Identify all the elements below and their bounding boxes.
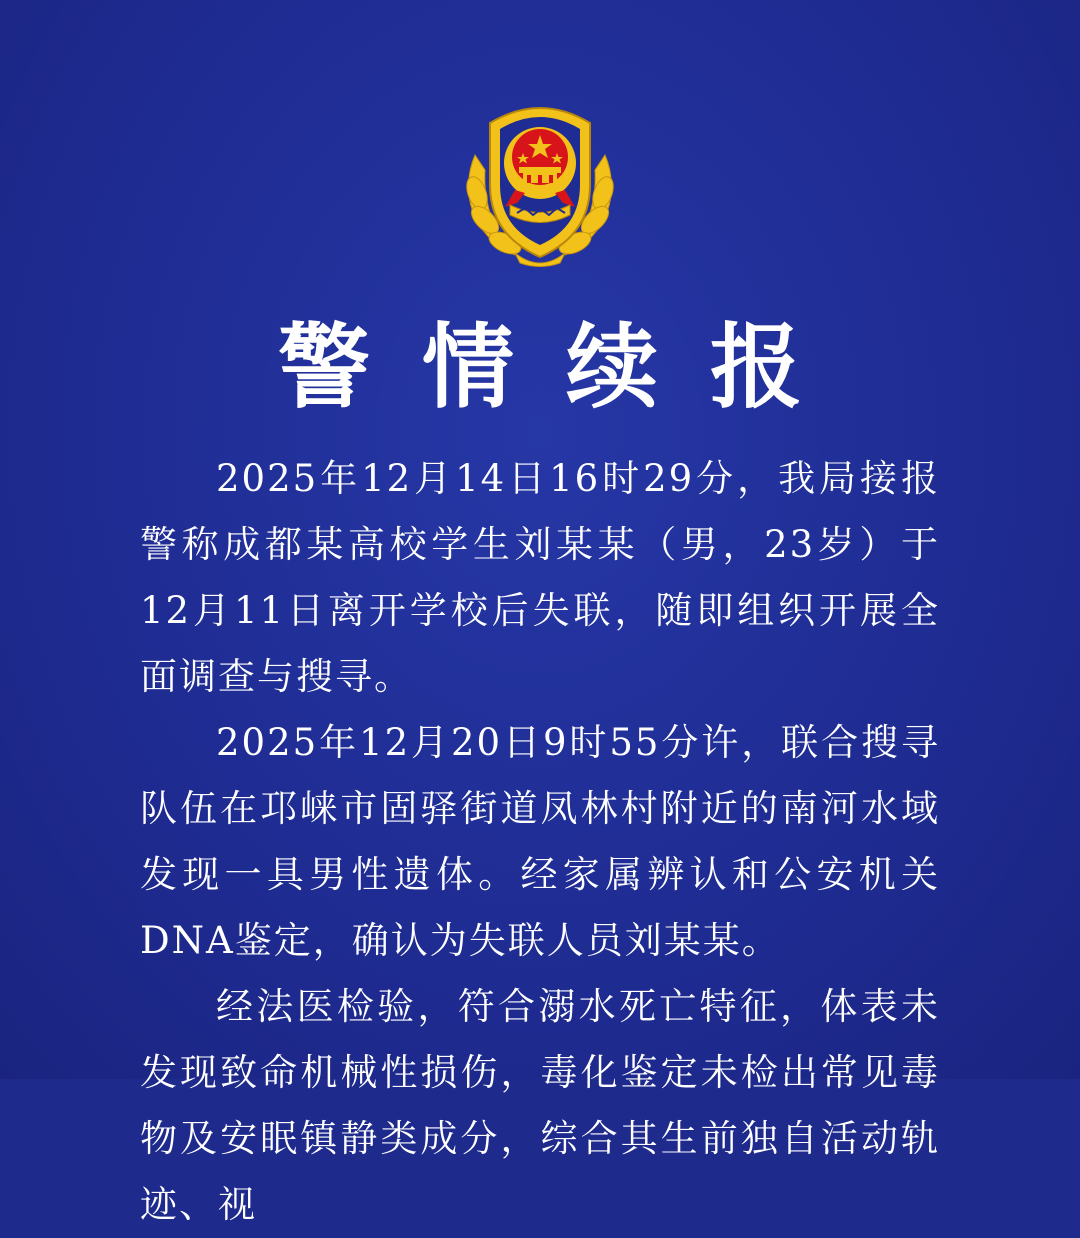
police-emblem-icon [455, 95, 625, 270]
page-title: 警情续报 [277, 313, 854, 421]
paragraph-3: 经法医检验，符合溺水死亡特征，体表未发现致命机械性损伤，毒化鉴定未检出常见毒物及安眠镇静类成分，综合其生前独自活动轨迹、视 [140, 985, 940, 1226]
paragraph-2: 2025年12月20日9时55分许，联合搜寻队伍在邛崃市固驿街道凤林村附近的南河水域发现一具男性遗体。经家属辨认和公安机关DNA鉴定，确认为失联人员刘某某。 [140, 721, 940, 962]
paragraph-1: 2025年12月14日16时29分，我局接报警称成都某高校学生刘某某（男，23岁）于12月11日离开学校后失联，随即组织开展全面调查与搜寻。 [140, 457, 940, 698]
notice-body [140, 446, 940, 1238]
